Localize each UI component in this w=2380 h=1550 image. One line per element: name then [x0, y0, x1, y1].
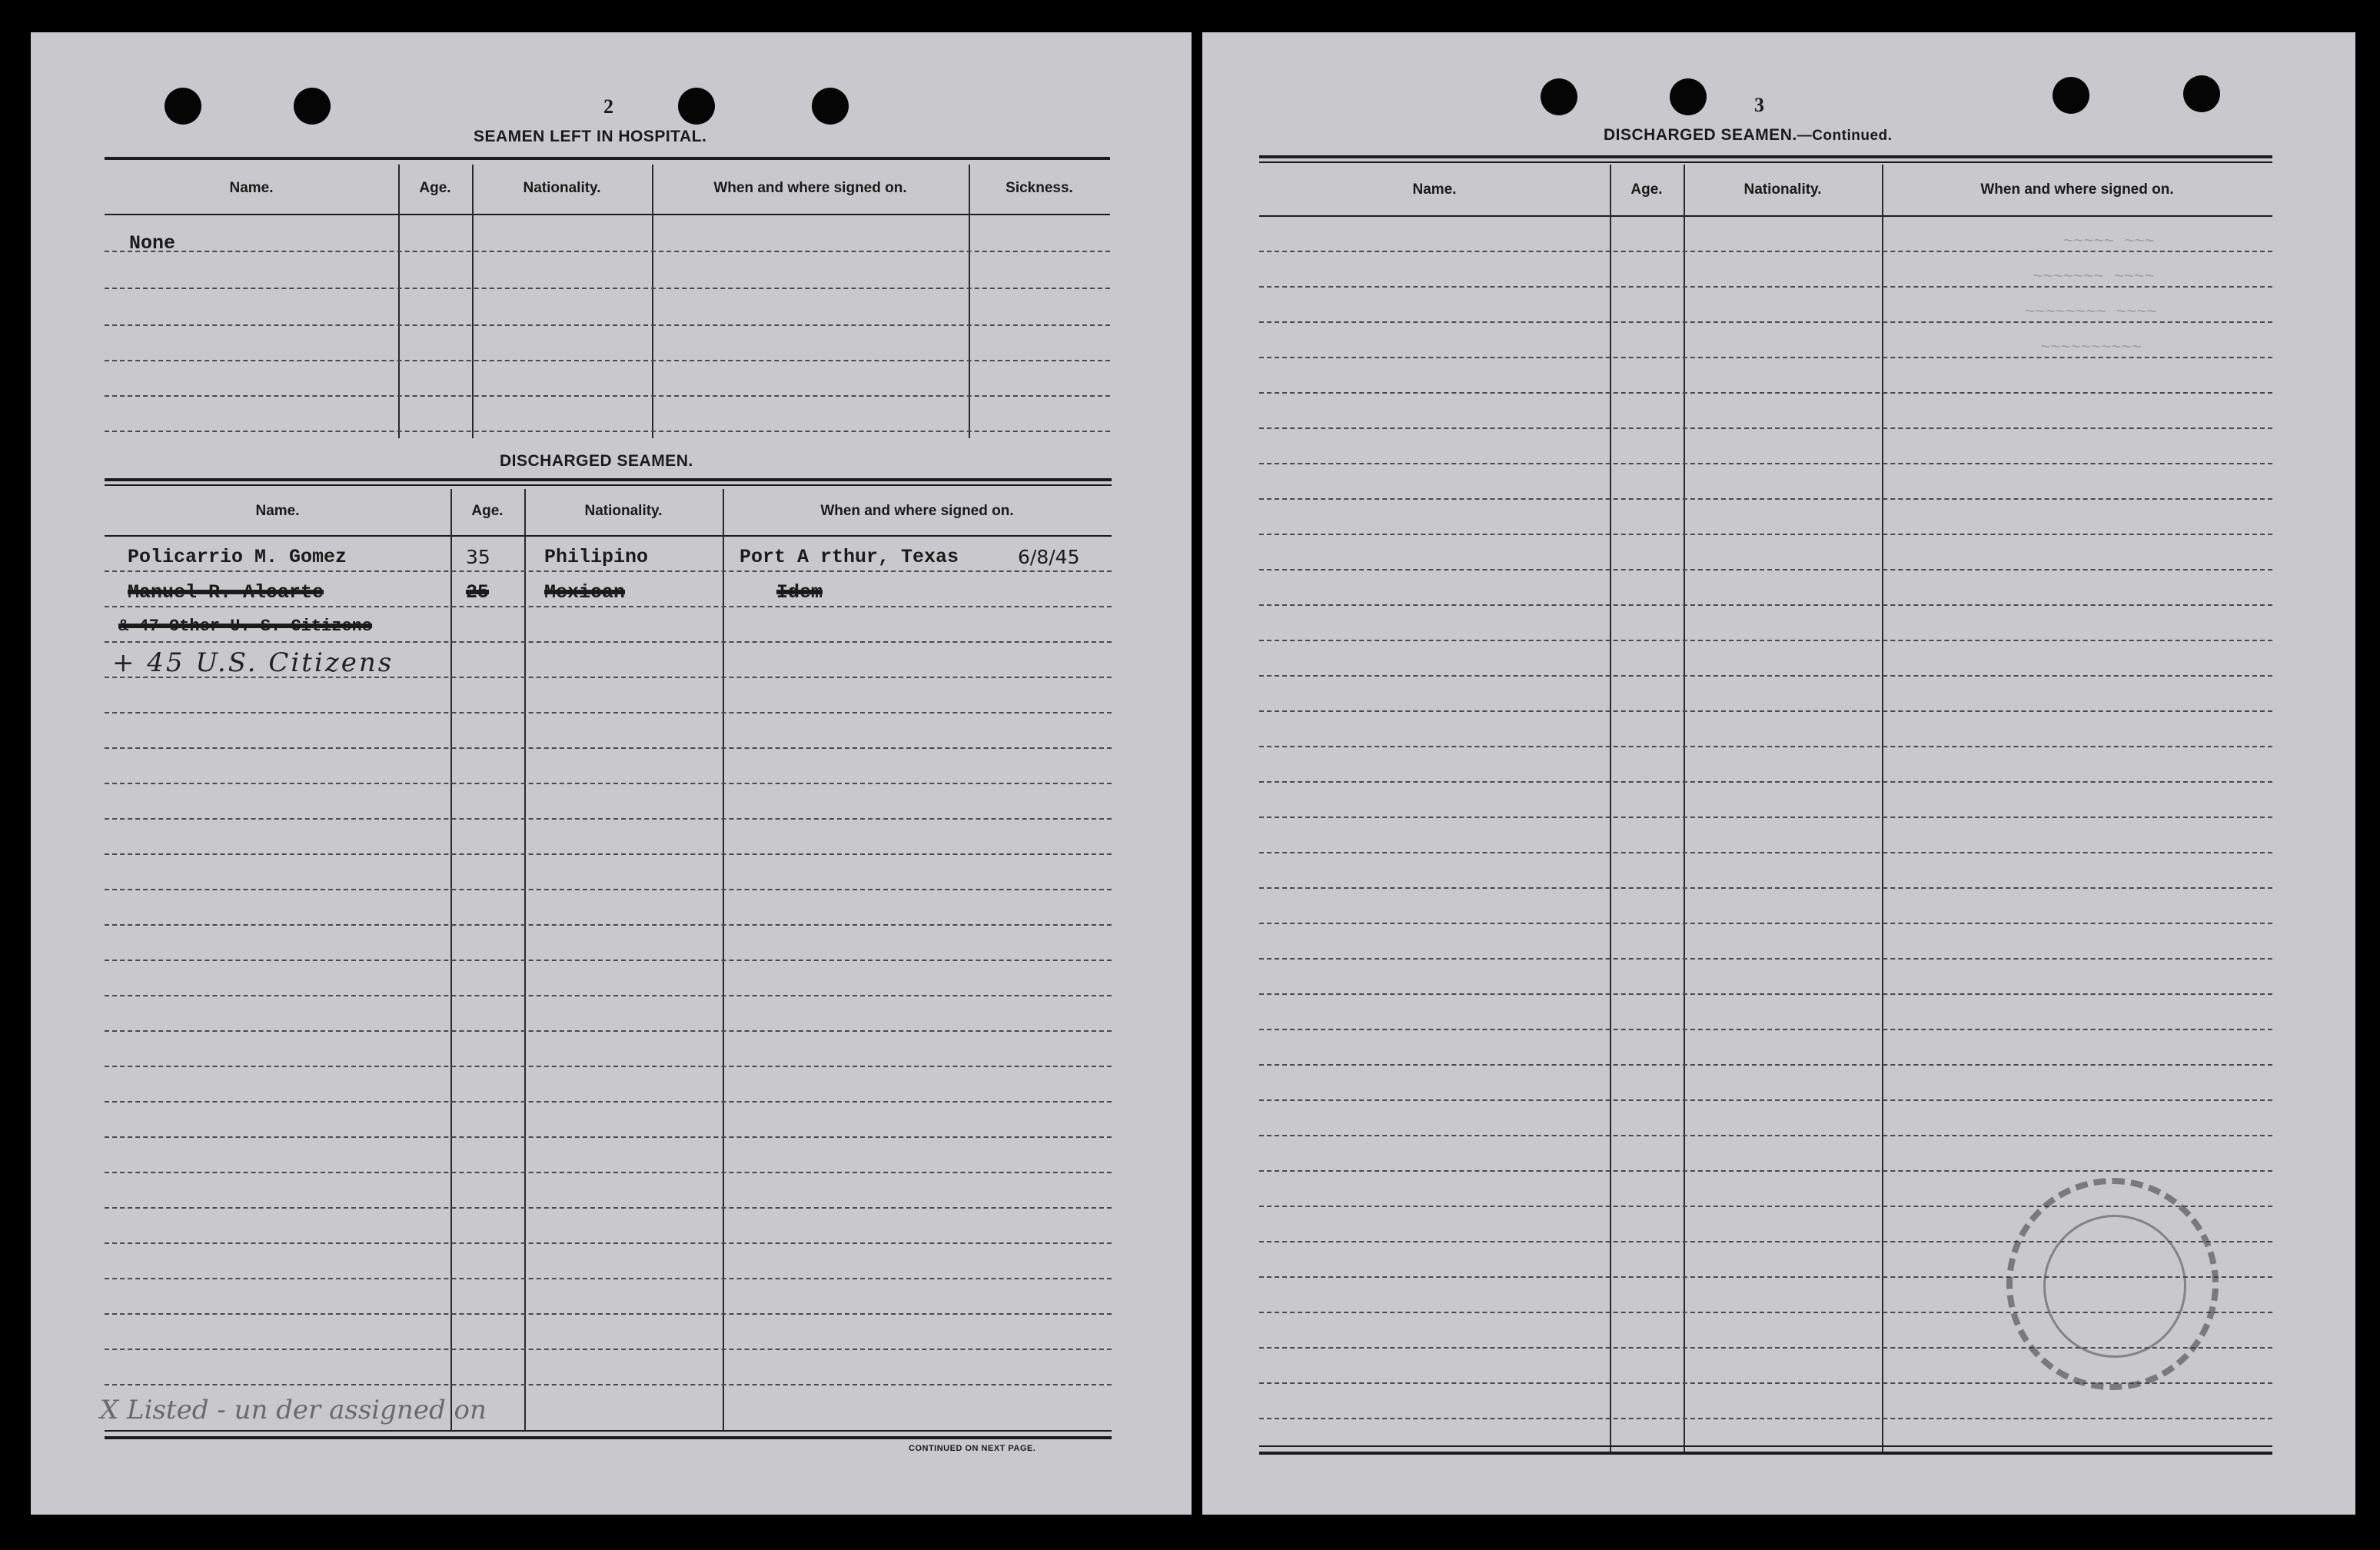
- left-page: [31, 32, 1192, 1515]
- handwritten-citizens-count: + 45 U.S. Citizens: [112, 647, 394, 678]
- signed-on-place: Port A rthur, Texas: [740, 546, 959, 568]
- punch-hole: [2053, 77, 2089, 114]
- signed-on-date: 6/8/45: [1018, 546, 1080, 568]
- pencil-note: X Listed - un der assigned on: [100, 1395, 487, 1425]
- rule: [105, 484, 1112, 486]
- heading-main: DISCHARGED SEAMEN.: [1604, 126, 1797, 144]
- punch-hole: [165, 88, 201, 125]
- column-header-nationality: Nationality.: [1743, 181, 1822, 198]
- punch-hole: [294, 88, 331, 125]
- page-number: 3: [1754, 94, 1764, 116]
- column-header-signed-on: When and where signed on.: [820, 503, 1014, 519]
- punch-hole: [678, 88, 715, 125]
- column-header-nationality: Nationality.: [584, 503, 663, 519]
- column-header-age: Age.: [471, 503, 504, 519]
- page-number: 2: [603, 95, 613, 118]
- struck-other-citizens: & 47 Other U. S. Citizens: [118, 617, 373, 636]
- discharged-continued-title: [1604, 126, 1892, 145]
- struck-seaman-name: Manuel R. Alcarte: [128, 581, 324, 604]
- column-header-signed-on: When and where signed on.: [713, 180, 907, 196]
- seaman-age: 35: [466, 546, 490, 568]
- seaman-name: Policarrio M. Gomez: [128, 546, 347, 568]
- struck-seaman-age: 25: [466, 581, 490, 604]
- column-header-name: Name.: [255, 503, 300, 519]
- column-header-name: Name.: [229, 180, 274, 196]
- hospital-rows: [105, 214, 1110, 444]
- struck-seaman-nationality: Mexican: [544, 581, 626, 604]
- bleed-through-mark: ~~~~~~~~~~: [2040, 338, 2142, 358]
- hospital-table-header: [105, 163, 1110, 214]
- hospital-entry: None: [129, 232, 176, 254]
- heading-continued: —Continued.: [1797, 128, 1893, 144]
- column-header-signed-on: When and where signed on.: [1980, 181, 2174, 198]
- rule: [1259, 1445, 2272, 1447]
- column-header-name: Name.: [1412, 181, 1457, 198]
- punch-hole: [2183, 75, 2220, 112]
- seaman-nationality: Philipino: [544, 546, 649, 568]
- right-page: [1202, 32, 2355, 1515]
- discharged-table-header: [105, 487, 1112, 535]
- rule: [105, 1430, 1112, 1432]
- punch-hole: [1670, 78, 1707, 115]
- punch-hole: [1541, 78, 1577, 115]
- discharged-section-title: DISCHARGED SEAMEN.: [500, 452, 693, 470]
- rule: [105, 157, 1110, 160]
- bleed-through-mark: ~~~~~~~ ~~~~: [2033, 268, 2155, 287]
- rule: [105, 478, 1112, 481]
- hospital-section-title: SEAMEN LEFT IN HOSPITAL.: [474, 128, 707, 145]
- bleed-through-mark: ~~~~~~~~ ~~~~: [2025, 303, 2157, 322]
- column-header-age: Age.: [419, 180, 451, 196]
- punch-hole: [812, 88, 849, 125]
- continued-table-header: [1259, 165, 2272, 215]
- bleed-through-mark: ~~~~~ ~~~: [2063, 232, 2155, 251]
- rule: [1259, 1452, 2272, 1455]
- column-header-age: Age.: [1630, 181, 1663, 198]
- struck-signed-on: Idem: [776, 581, 823, 604]
- continued-note: CONTINUED ON NEXT PAGE.: [909, 1444, 1036, 1453]
- stamp-inner-ring: [2043, 1215, 2186, 1358]
- column-header-nationality: Nationality.: [523, 180, 601, 196]
- port-stamp: [2006, 1178, 2219, 1390]
- column-header-sickness: Sickness.: [1006, 180, 1073, 196]
- rule: [1259, 161, 2272, 163]
- rule: [1259, 155, 2272, 158]
- rule: [105, 1436, 1112, 1439]
